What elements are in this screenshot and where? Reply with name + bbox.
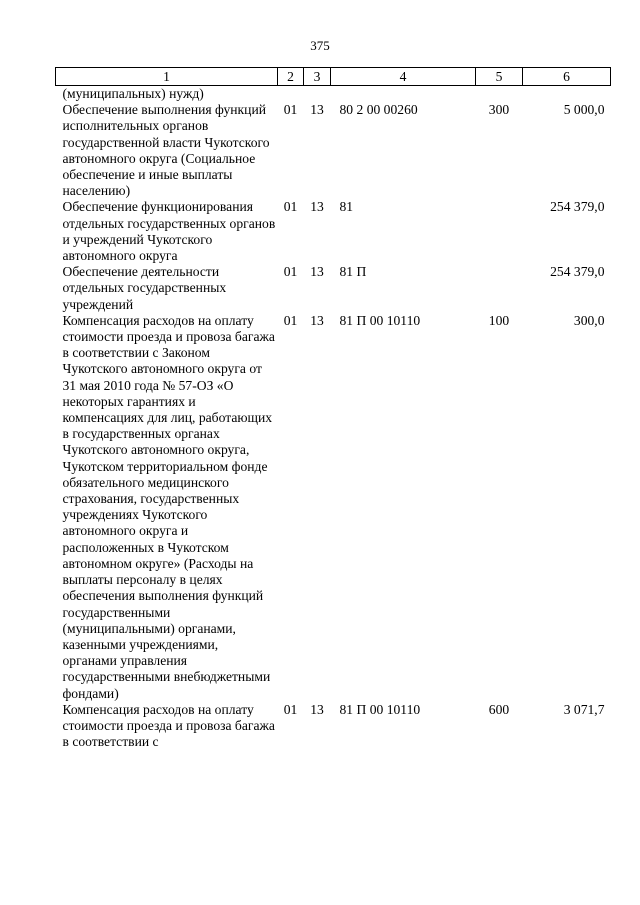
row-subsection: 13 bbox=[310, 102, 324, 118]
row-target-article: 80 2 00 00260 bbox=[339, 102, 418, 118]
table-row bbox=[56, 102, 611, 199]
header-col-5: 5 bbox=[476, 68, 523, 86]
page-number: 375 bbox=[310, 38, 330, 53]
row-description: Обеспечение выполнения функций исполнительных органов государственной власти Чукотского автономного округа (Социальное обеспечение и иные выплаты населению) bbox=[62, 102, 270, 199]
row-section: 01 bbox=[283, 264, 298, 280]
table-row bbox=[56, 199, 611, 264]
row-section: 01 bbox=[283, 312, 298, 328]
table-row bbox=[56, 313, 611, 702]
row-section: 01 bbox=[283, 199, 298, 215]
row-description: Компенсация расходов на оплату стоимости проезда и провоза багажа в соответствии с bbox=[62, 701, 275, 750]
header-col-3: 3 bbox=[304, 68, 331, 86]
header-col-6: 6 bbox=[523, 68, 611, 86]
row-subsection: 13 bbox=[310, 264, 324, 280]
table-row bbox=[56, 702, 611, 751]
row-expense-type: 600 bbox=[488, 701, 510, 717]
row-target-article: 81 П bbox=[339, 264, 367, 280]
row-expense-type bbox=[476, 264, 523, 313]
table-header-row bbox=[56, 68, 611, 86]
carry-over-text: (муниципальных) нужд) bbox=[62, 86, 204, 101]
row-expense-type: 100 bbox=[488, 312, 510, 328]
header-col-2: 2 bbox=[278, 68, 304, 86]
row-amount: 3 071,7 bbox=[563, 701, 605, 717]
row-description: Обеспечение деятельности отдельных государственных учреждений bbox=[62, 264, 227, 312]
header-col-4: 4 bbox=[331, 68, 476, 86]
row-description: Компенсация расходов на оплату стоимости проезда и провоза багажа в соответствии с Законом Чукотского автономного округа от 31 мая 2010 года № 57-ОЗ «О некоторых гарантиях и компенсациях для лиц, работающих в государственных органах Чукотского автономного округа, Чукотском территориальном фонде обязательного медицинского страхования, государственных учреждениях Чукотского автономного округа и расположенных в Чукотском автономном округе» (Расходы на выплаты персоналу в целях обеспечения выполнения функций государственными (муниципальными) органами, казенными учреждениями, органами управления государственными внебюджетными фондами) bbox=[62, 312, 275, 701]
row-subsection: 13 bbox=[310, 199, 324, 215]
row-target-article: 81 П 00 10110 bbox=[339, 312, 421, 328]
row-target-article: 81 П 00 10110 bbox=[339, 701, 421, 717]
row-description: Обеспечение функционирования отдельных государственных органов и учреждений Чукотского автономного округа bbox=[62, 199, 276, 264]
row-subsection: 13 bbox=[310, 312, 324, 328]
row-amount: 5 000,0 bbox=[563, 102, 605, 118]
row-amount: 254 379,0 bbox=[550, 199, 605, 215]
row-amount: 254 379,0 bbox=[550, 264, 605, 280]
carry-over-row bbox=[56, 86, 611, 103]
row-amount: 300,0 bbox=[573, 312, 605, 328]
budget-table bbox=[55, 67, 611, 750]
row-section: 01 bbox=[283, 102, 298, 118]
table-row bbox=[56, 264, 611, 313]
row-expense-type bbox=[476, 199, 523, 264]
row-target-article: 81 bbox=[339, 199, 354, 215]
row-section: 01 bbox=[283, 701, 298, 717]
row-subsection: 13 bbox=[310, 701, 324, 717]
header-col-1: 1 bbox=[56, 68, 278, 86]
row-expense-type: 300 bbox=[488, 102, 510, 118]
